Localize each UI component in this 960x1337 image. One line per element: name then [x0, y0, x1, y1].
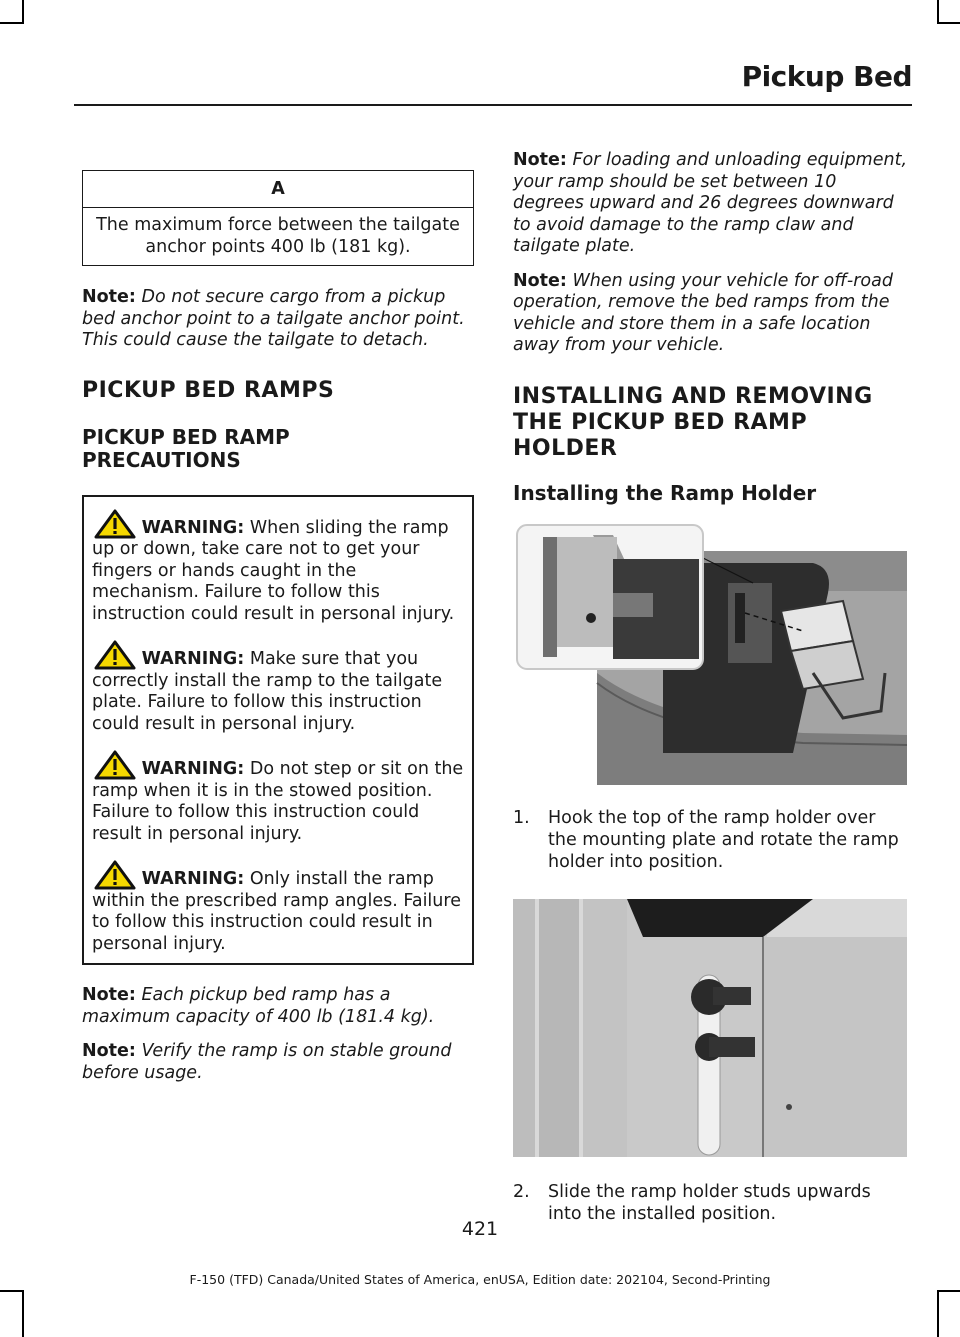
edition-info: F-150 (TFD) Canada/United States of America, enUSA, Edition date: 202104, Second-Printing [189, 1272, 771, 1287]
table-cell: The maximum force between the tailgate anchor points 400 lb (181 kg). [83, 208, 474, 266]
note [82, 985, 474, 1028]
page-title: Pickup Bed [741, 60, 912, 93]
steps-list [513, 807, 907, 873]
note [513, 271, 907, 357]
ramp-holder-mounting-illustration [513, 523, 907, 785]
crop-mark [939, 22, 960, 24]
note [82, 287, 474, 352]
warning-item [92, 509, 464, 626]
warning-item [92, 750, 464, 845]
crop-mark [0, 1290, 22, 1292]
section-title: PICKUP BED RAMPS [82, 377, 335, 403]
note-text: For loading and unloading equipment, your ramp should be set between 10 degrees upward and 26 degrees downward to avoid damage to the ramp claw and tailgate plate. [513, 150, 908, 256]
warning-triangle-icon [94, 640, 136, 670]
list-item [513, 807, 907, 873]
warning-item [92, 860, 464, 955]
note-label: Note: [82, 985, 136, 1005]
warning-text: When sliding the ramp up or down, take care not to get your fingers or hands caught in the mechanism. Failure to follow this instruction could result in personal injury. [92, 517, 455, 624]
note-text: Do not secure cargo from a pickup bed anchor point to a tailgate anchor point. This could cause the tailgate to detach. [82, 287, 465, 350]
warning-label: WARNING: [141, 759, 245, 779]
table-header: A [83, 171, 474, 208]
note-text: When using your vehicle for off-road operation, remove the bed ramps from the vehicle and store them in a safe location away from your vehicle. [513, 270, 893, 355]
step-text: Hook the top of the ramp holder over the mounting plate and rotate the ramp holder into position. [548, 807, 899, 872]
crop-mark [937, 0, 939, 24]
note [82, 1041, 474, 1084]
note-label: Note: [513, 150, 567, 170]
crop-mark [937, 1290, 939, 1337]
warning-label: WARNING: [141, 649, 245, 669]
warning-triangle-icon [94, 750, 136, 780]
note-text: Each pickup bed ramp has a maximum capacity of 400 lb (181.4 kg). [82, 985, 435, 1027]
subsection-title: PICKUP BED RAMP PRECAUTIONS [82, 424, 290, 472]
crop-mark [939, 1290, 960, 1292]
subsection-title: Installing the Ramp Holder [513, 480, 817, 505]
right-column [513, 150, 907, 1247]
warning-item [92, 640, 464, 735]
warning-label: WARNING: [141, 869, 245, 889]
note-text: Verify the ramp is on stable ground before usage. [82, 1041, 452, 1083]
warning-text: Only install the ramp within the prescribed ramp angles. Failure to follow this instruction could result in personal injury. [92, 869, 461, 954]
page-number: 421 [461, 1218, 499, 1240]
crop-mark [0, 22, 22, 24]
section-title: INSTALLING AND REMOVING THE PICKUP BED RAMP HOLDER [513, 383, 873, 461]
step-text: Slide the ramp holder studs upwards into the installed position. [548, 1181, 871, 1224]
note-label: Note: [82, 1041, 136, 1061]
warning-triangle-icon [94, 509, 136, 539]
crop-mark [22, 1290, 24, 1337]
left-column [82, 150, 474, 1097]
note-label: Note: [513, 270, 567, 291]
warning-text: Do not step or sit on the ramp when it is in the stowed position. Failure to follow this instruction could result in personal injury. [92, 759, 464, 844]
crop-mark [22, 0, 24, 24]
header-rule [74, 104, 912, 106]
ramp-holder-studs-illustration [513, 897, 907, 1159]
warning-text: Make sure that you correctly install the ramp to the tailgate plate. Failure to follow this instruction could result in personal injury. [92, 649, 443, 734]
force-table [82, 170, 474, 266]
note [513, 150, 907, 258]
step-number: 2. [513, 1181, 530, 1202]
warning-box [82, 495, 474, 966]
step-number: 1. [513, 807, 530, 828]
warning-label: WARNING: [141, 517, 245, 538]
warning-triangle-icon [94, 860, 136, 890]
note-label: Note: [82, 287, 136, 307]
